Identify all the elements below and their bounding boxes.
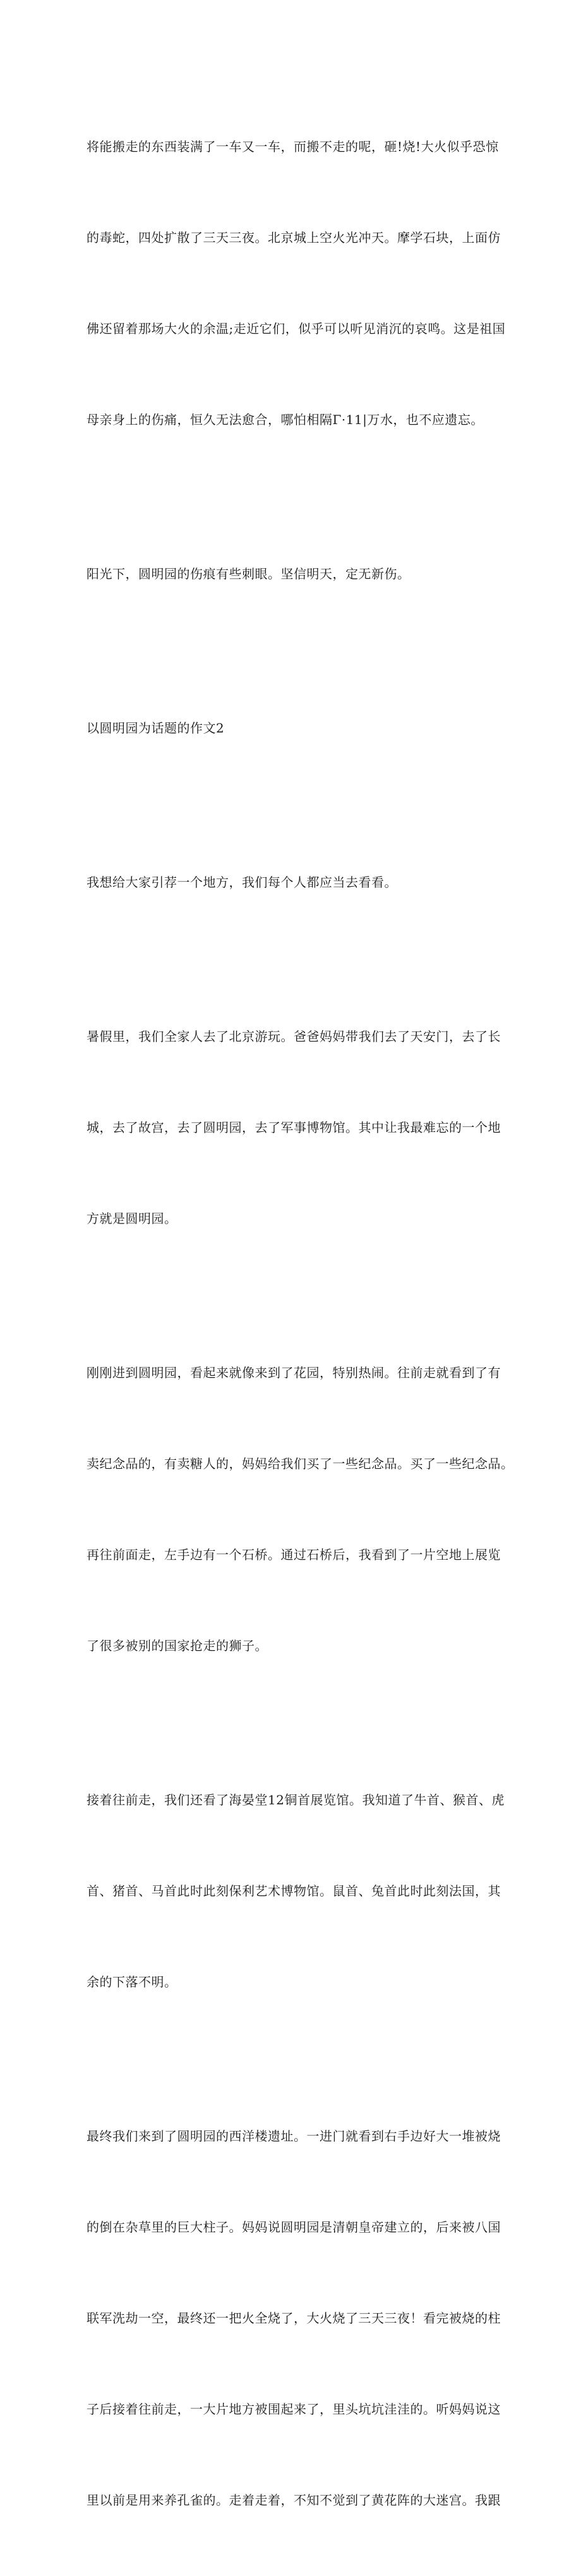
text-line: 母亲身上的伤痛，恒久无法愈合，哪怕相隔Γ·11|万水，也不应遗忘。 bbox=[87, 412, 484, 427]
text-line: 方就是圆明园。 bbox=[87, 1211, 177, 1226]
text-line: 卖纪念品的，有卖糖人的，妈妈给我们买了一些纪念品。买了一些纪念品。 bbox=[87, 1456, 514, 1471]
text-line: 最终我们来到了圆明园的西洋楼遗址。一进门就看到右手边好大一堆被烧 bbox=[87, 2129, 501, 2144]
text-line: 暑假里，我们全家人去了北京游玩。爸爸妈妈带我们去了天安门，去了长 bbox=[87, 1029, 501, 1044]
text-line: 了很多被别的国家抢走的狮子。 bbox=[87, 1638, 268, 1653]
text-line: 刚刚进到圆明园，看起来就像来到了花园，特别热闹。往前走就看到了有 bbox=[87, 1365, 501, 1380]
document-body bbox=[87, 71, 516, 2576]
paragraph-4 bbox=[87, 961, 516, 1294]
text-line: 里以前是用来养孔雀的。走着走着，不知不觉到了黄花阵的大迷宫。我跟 bbox=[87, 2493, 501, 2508]
text-line: 再往前面走，左手边有一个石桥。通过石桥后，我看到了一片空地上展览 bbox=[87, 1547, 501, 1562]
text-line: 余的下落不明。 bbox=[87, 1974, 177, 1990]
paragraph-7 bbox=[87, 2060, 516, 2576]
text-line: 我想给大家引荐一个地方，我们每个人都应当去看看。 bbox=[87, 875, 397, 890]
text-line: 的毒蛇，四处扩散了三天三夜。北京城上空火光冲天。摩学石块，上面仿 bbox=[87, 230, 501, 245]
text-line: 子后接着往前走，一大片地方被围起来了，里头坑坑洼洼的。听妈妈说这 bbox=[87, 2402, 501, 2417]
text-line: 首、猪首、马首此时此刻保利艺术博物馆。鼠首、兔首此时此刻法国，其 bbox=[87, 1883, 501, 1899]
text-line: 联军洗劫一空，最终还一把火全烧了，大火烧了三天三夜！看完被烧的柱 bbox=[87, 2311, 501, 2326]
text-line: 城，去了故宫，去了圆明园，去了军事博物馆。其中让我最难忘的一个地 bbox=[87, 1120, 501, 1135]
paragraph-3 bbox=[87, 806, 516, 958]
text-line: 以圆明园为话题的作文2 bbox=[87, 720, 225, 736]
text-line: 接着往前走，我们还看了海晏堂12铜首展览馆。我知道了牛首、猴首、虎 bbox=[87, 1792, 505, 1807]
paragraph-5 bbox=[87, 1297, 516, 1722]
paragraph-1 bbox=[87, 71, 516, 495]
text-line: 佛还留着那场大火的余温;走近它们，似乎可以听见消沉的哀鸣。这是祖国 bbox=[87, 321, 506, 336]
essay-title bbox=[87, 652, 516, 804]
paragraph-2 bbox=[87, 498, 516, 650]
text-line: 的倒在杂草里的巨大柱子。妈妈说圆明园是清朝皇帝建立的，后来被八国 bbox=[87, 2220, 501, 2235]
text-line: 将能搬走的东西装满了一车又一车，而搬不走的呢，砸!烧!大火似乎恐惊 bbox=[87, 139, 499, 154]
paragraph-6 bbox=[87, 1724, 516, 2058]
text-line: 阳光下，圆明园的伤痕有些刺眼。坚信明天，定无新伤。 bbox=[87, 566, 410, 581]
